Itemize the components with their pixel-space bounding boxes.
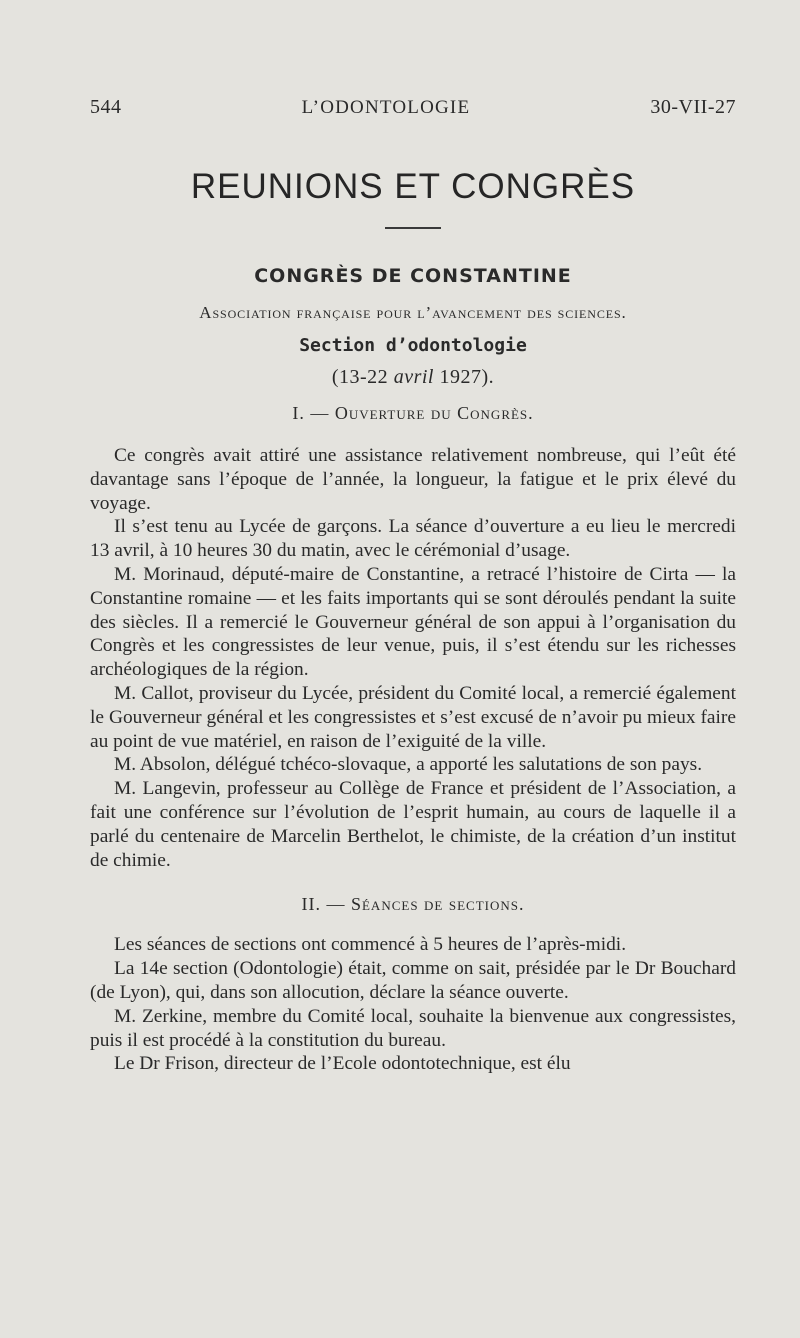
paragraph: Ce congrès avait attiré une assistance relativement nombreuse, qui l’eût été davantage sans l’époque de l’année, la longueur, la fatigue et le prix élevé du voyage. <box>90 445 736 514</box>
page-title: REUNIONS ET CONGRÈS <box>190 167 636 206</box>
paragraph: M. Morinaud, député-maire de Constantine, a retracé l’histoire de Cirta — la Constantine romaine — et les faits importants qui se sont déroulés pendant la suite des siècles. Il a remercié le Gouverneur général de son appui à l’organisation du Congrès et les congressistes de leur venue, puis, il s’est étendu sur les richesses archéologiques de la région. <box>90 563 736 681</box>
paragraph: Le Dr Frison, directeur de l’Ecole odontotechnique, est élu <box>114 1053 571 1075</box>
paragraph: M. Callot, proviseur du Lycée, président du Comité local, a remercié également le Gouverneur général et les congressistes et s’est excusé de n’avoir pu mieux faire au point de vue matériel, en raison de l’exiguité de la ville. <box>90 682 736 752</box>
dates-month: avril <box>393 366 434 388</box>
paragraph: M. Langevin, professeur au Collège de France et président de l’Association, a fait une conférence sur l’évolution de l’esprit humain, au cours de laquelle il a parlé du centenaire de Marcelin Berthelot, le chimiste, de la création d’un institut de chimie. <box>90 778 736 871</box>
journal-title: L’ODONTOLOGIE <box>301 97 471 118</box>
running-header <box>90 96 736 119</box>
dates-open: (13-22 <box>331 366 394 388</box>
congress-dates <box>90 366 736 389</box>
page-number: 544 <box>90 96 122 118</box>
dates-close: 1927). <box>433 366 495 388</box>
title-divider <box>385 227 441 229</box>
issue-date: 30-VII-27 <box>650 96 736 118</box>
paragraph: La 14e section (Odontologie) était, comme on sait, présidée par le Dr Bouchard (de Lyon), qui, dans son allocution, déclare la séance ouverte. <box>90 958 736 1003</box>
body-part-2 <box>90 933 736 1076</box>
paragraph: M. Zerkine, membre du Comité local, souhaite la bienvenue aux congressistes, puis il est procédé à la constitution du bureau. <box>90 1005 736 1051</box>
section-name: Section d’odontologie <box>299 335 527 356</box>
paragraph: M. Absolon, délégué tchéco-slovaque, a apporté les salutations de son pays. <box>114 754 703 776</box>
paragraph: Les séances de sections ont commencé à 5 heures de l’après-midi. <box>114 934 627 956</box>
association-name: Association française pour l’avancement des sciences. <box>199 303 627 322</box>
page <box>90 96 736 1076</box>
body-part-1 <box>90 444 736 872</box>
heading-sessions: II. — Séances de sections. <box>301 894 525 915</box>
heading-opening: I. — Ouverture du Congrès. <box>292 403 534 423</box>
paragraph: Il s’est tenu au Lycée de garçons. La séance d’ouverture a eu lieu le mercredi 13 avril, à 10 heures 30 du matin, avec le cérémonial d’usage. <box>90 516 736 562</box>
congress-title: CONGRÈS DE CONSTANTINE <box>254 265 572 287</box>
